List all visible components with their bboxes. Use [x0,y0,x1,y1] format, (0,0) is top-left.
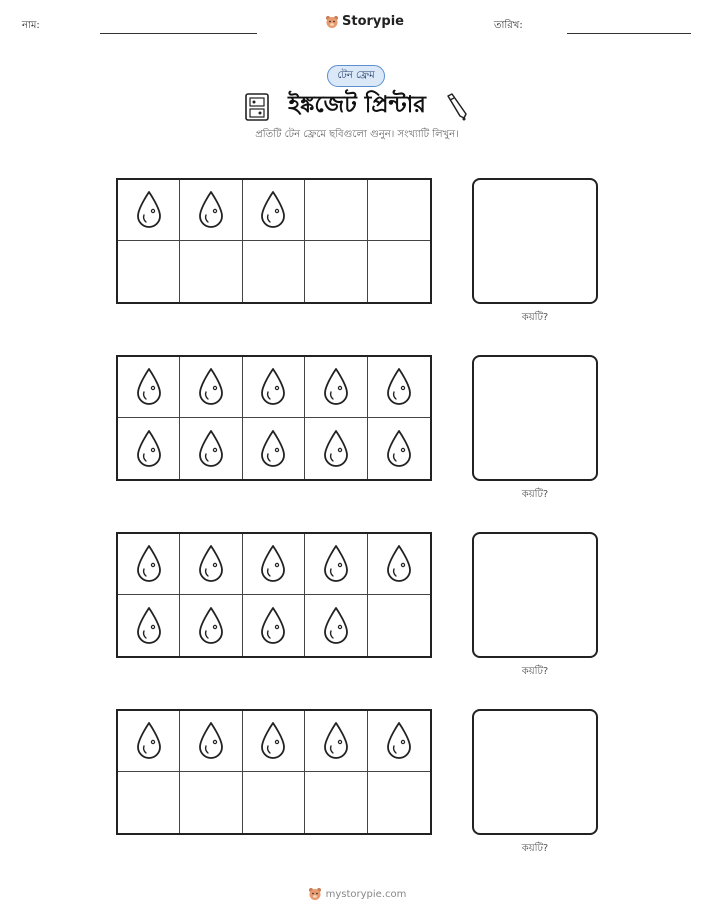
ink-drop-icon [320,605,352,647]
frame-cell [118,180,180,241]
frame-cell [305,772,367,833]
ink-drop-icon [320,543,352,585]
frame-cell [243,357,305,418]
ink-drop-icon [257,543,289,585]
ink-drop-icon [133,720,165,762]
frame-cell [118,534,180,595]
ink-drop-icon [133,428,165,470]
ink-drop-icon [133,189,165,231]
page-title: ইঙ্কজেট প্রিন্টার [288,92,426,118]
instructions: প্রতিটি টেন ফ্রেমে ছবিগুলো গুনুন। সংখ্যাটি লিখুন। [255,129,459,140]
frame-cell [368,595,430,656]
frame-cell [305,418,367,479]
frame-cell [118,772,180,833]
ink-drop-icon [383,720,415,762]
date-label: তারিখ: [494,20,523,31]
ink-drop-icon [257,605,289,647]
ink-drop-icon [383,428,415,470]
ink-drop-icon [320,366,352,408]
ink-drop-icon [320,428,352,470]
ink-drop-icon [195,543,227,585]
frame-cell [305,595,367,656]
answer-prompt-1: কয়টি? [521,312,549,323]
answer-box-1[interactable] [472,178,598,304]
frame-cell [180,772,242,833]
answer-box-2[interactable] [472,355,598,481]
answer-prompt-2: কয়টি? [521,489,549,500]
footer [0,887,714,901]
frame-cell [118,595,180,656]
frame-cell [243,418,305,479]
frame-cell [243,595,305,656]
bear-logo-icon [325,15,339,29]
name-line[interactable] [100,33,257,34]
frame-cell [305,534,367,595]
name-label: নাম: [22,20,40,31]
brand-logo [325,14,404,29]
frame-cell [180,418,242,479]
frame-cell [118,357,180,418]
ink-drop-icon [383,366,415,408]
frame-cell [180,595,242,656]
ink-drop-icon [195,720,227,762]
ink-drop-icon [257,189,289,231]
frame-cell [180,241,242,302]
answer-box-4[interactable] [472,709,598,835]
frame-cell [305,357,367,418]
answer-prompt-4: কয়টি? [521,843,549,854]
ink-drop-icon [383,543,415,585]
frame-cell [243,241,305,302]
frame-cell [118,241,180,302]
frame-cell [368,180,430,241]
frame-cell [368,711,430,772]
frame-cell [368,357,430,418]
frame-cell [368,534,430,595]
ink-drop-icon [195,605,227,647]
frame-cell [368,772,430,833]
frame-cell [118,418,180,479]
frame-cell [243,772,305,833]
frame-cell [180,357,242,418]
brand-name: Storypie [342,14,404,29]
frame-cell [118,711,180,772]
frame-cell [180,534,242,595]
ink-drop-icon [257,428,289,470]
ten-frame-4 [116,709,432,835]
bear-footer-icon [308,887,322,901]
date-line[interactable] [567,33,691,34]
frame-cell [243,711,305,772]
frame-cell [368,241,430,302]
frame-cell [368,418,430,479]
ten-frame-3 [116,532,432,658]
ink-drop-icon [320,720,352,762]
frame-cell [180,711,242,772]
ink-drop-icon [133,605,165,647]
ten-frame-2 [116,355,432,481]
ink-drop-icon [133,543,165,585]
frame-cell [305,180,367,241]
ink-drop-icon [195,428,227,470]
answer-box-3[interactable] [472,532,598,658]
frame-cell [243,534,305,595]
ink-drop-icon [257,366,289,408]
ink-drop-icon [257,720,289,762]
footer-url: mystorypie.com [325,888,407,900]
ink-drop-icon [195,366,227,408]
ink-drop-icon [195,189,227,231]
frame-cell [305,241,367,302]
answer-prompt-3: কয়টি? [521,666,549,677]
topic-tag: টেন ফ্রেম [327,65,385,87]
ink-drop-icon [133,366,165,408]
frame-cell [180,180,242,241]
ink-dropper-icon [444,92,470,122]
frame-cell [305,711,367,772]
ten-frame-1 [116,178,432,304]
frame-cell [243,180,305,241]
